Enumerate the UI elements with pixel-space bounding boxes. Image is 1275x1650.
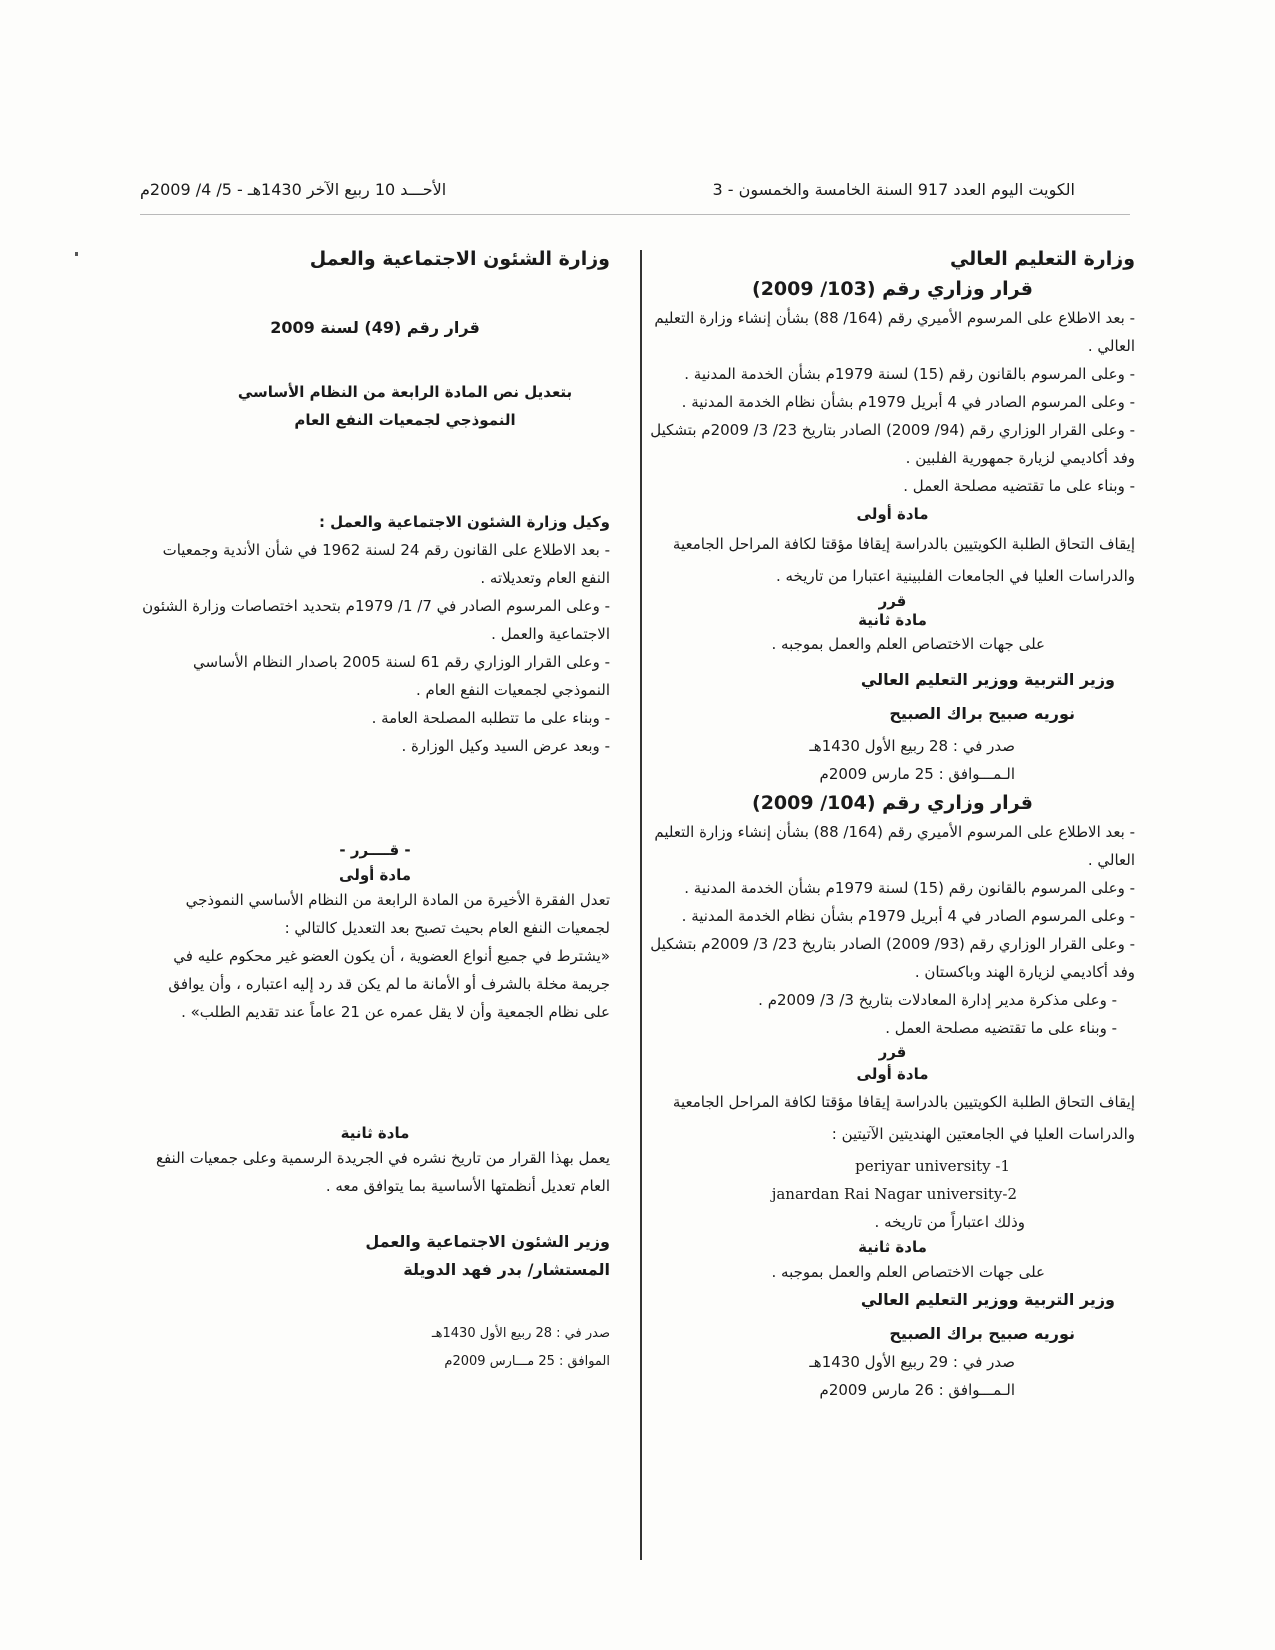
- article-text: يعمل بهذا القرار من تاريخ نشره في الجريدة الرسمية وعلى جمعيات النفع العام تعديل أنظمتها الأساسية بما يتوافق معه .: [155, 1149, 610, 1195]
- signer-name: المستشار/ بدر فهد الدويلة: [403, 1260, 610, 1279]
- article-text: على جهات الاختصاص العلم والعمل بموجبه .: [771, 635, 1045, 653]
- decision-title: قرار رقم (49) لسنة 2009: [270, 318, 480, 337]
- subject-line: النموذجي لجمعيات النفع العام: [294, 411, 516, 429]
- decision-title: قرار وزاري رقم (103/ 2009): [752, 278, 1033, 300]
- corresponding-date: الـمـــوافق : 26 مارس 2009م: [819, 1381, 1015, 1399]
- preamble-item: - وبناء على ما تقتضيه مصلحة العمل .: [885, 1019, 1117, 1037]
- decided-label: قرر: [878, 1043, 907, 1061]
- signer-name: نوريه صبيح براك الصبيح: [889, 1324, 1075, 1343]
- preamble-item: - وعلى القرار الوزاري رقم 61 لسنة 2005 باصدار النظام الأساسي النموذجي لجمعيات النفع العام .: [193, 653, 610, 699]
- subject-line: بتعديل نص المادة الرابعة من النظام الأساسي: [237, 383, 573, 401]
- article-title: مادة أولى: [339, 866, 411, 884]
- issuer-line: وكيل وزارة الشئون الاجتماعية والعمل :: [318, 513, 610, 531]
- decision-title: قرار وزاري رقم (104/ 2009): [752, 792, 1033, 814]
- preamble-item: - بعد الاطلاع على المرسوم الأميري رقم (164/ 88) بشأن إنشاء وزارة التعليم العالي .: [654, 823, 1135, 869]
- signer-title: وزير التربية ووزير التعليم العالي: [860, 1290, 1115, 1309]
- preamble-item: - وعلى القرار الوزاري رقم (94/ 2009) الصادر بتاريخ 23/ 3/ 2009م بتشكيل وفد أكاديمي لزيارة جمهورية الفلبين .: [650, 421, 1135, 467]
- right-column: [650, 244, 1135, 1404]
- preamble-item: - وعلى المرسوم الصادر في 4 أبريل 1979م بشأن نظام الخدمة المدنية .: [681, 393, 1135, 411]
- left-column: [140, 244, 610, 1376]
- article-title: مادة أولى: [856, 1065, 929, 1083]
- preamble-item: - وعلى المرسوم الصادر في 4 أبريل 1979م بشأن نظام الخدمة المدنية .: [681, 907, 1135, 925]
- preamble-item: - وعلى مذكرة مدير إدارة المعادلات بتاريخ 3/ 3/ 2009م .: [758, 991, 1117, 1009]
- preamble-item: - وعلى القرار الوزاري رقم (93/ 2009) الصادر بتاريخ 23/ 3/ 2009م بتشكيل وفد أكاديمي لزيارة الهند وباكستان .: [650, 935, 1135, 981]
- corresponding-date: الموافق : 25 مـــارس 2009م: [444, 1354, 610, 1369]
- decision-103: [650, 274, 1135, 788]
- preamble-item: - وعلى المرسوم الصادر في 7/ 1/ 1979م بتحديد اختصاصات وزارة الشئون الاجتماعية والعمل .: [142, 597, 610, 643]
- column-divider: [640, 250, 642, 1560]
- effective-clause: وذلك اعتباراً من تاريخه .: [874, 1213, 1025, 1231]
- signer-title: وزير الشئون الاجتماعية والعمل: [365, 1232, 610, 1251]
- preamble-item: - وبعد عرض السيد وكيل الوزارة .: [401, 737, 610, 755]
- article-text: إيقاف التحاق الطلبة الكويتيين بالدراسة إيقافا مؤقتا لكافة المراحل الجامعية والدراسات العليا في الجامعات الفلبينية اعتبارا من تاريخه .: [672, 535, 1135, 585]
- article-text: على جهات الاختصاص العلم والعمل بموجبه .: [771, 1263, 1045, 1281]
- article-title: مادة ثانية: [340, 1124, 410, 1142]
- decided-label: - قــــرر -: [339, 841, 411, 859]
- ministry-social-affairs: وزارة الشئون الاجتماعية والعمل: [309, 248, 610, 270]
- university-item: janardan Rai Nagar university-2: [771, 1185, 1017, 1203]
- issued-date: صدر في : 29 ربيع الأول 1430هـ: [809, 1353, 1015, 1371]
- university-item: periyar university -1: [855, 1157, 1010, 1175]
- article-text: تعدل الفقرة الأخيرة من المادة الرابعة من النظام الأساسي النموذجي لجمعيات النفع العام بحيث تصبح بعد التعديل كالتالي :: [185, 891, 610, 937]
- article-title: مادة ثانية: [858, 1238, 927, 1256]
- issued-date: صدر في : 28 ربيع الأول 1430هـ: [431, 1326, 610, 1341]
- signer-title: وزير التربية ووزير التعليم العالي: [860, 670, 1115, 689]
- header-date: الأحـــد 10 ربيع الآخر 1430هـ - 5/ 4/ 2009م: [140, 180, 447, 199]
- article-quote: «يشترط في جميع أنواع العضوية ، أن يكون العضو غير محكوم عليه في جريمة مخلة بالشرف أو الأمانة ما لم يكن قد رد إليه اعتباره ، وأن يوافق على نظام الجمعية وأن لا يقل عمره عن 21 عاماً عند تقديم الطلب» .: [168, 947, 610, 1021]
- ministry-higher-education: وزارة التعليم العالي: [949, 248, 1135, 270]
- article-title: مادة أولى: [856, 505, 929, 523]
- preamble-item: - وبناء على ما تقتضيه مصلحة العمل .: [903, 477, 1135, 495]
- preamble-item: - بعد الاطلاع على القانون رقم 24 لسنة 1962 في شأن الأندية وجمعيات النفع العام وتعديلاته .: [162, 541, 610, 587]
- preamble-item: - وبناء على ما تتطلبه المصلحة العامة .: [371, 709, 610, 727]
- preamble-item: - وعلى المرسوم بالقانون رقم (15) لسنة 1979م بشأن الخدمة المدنية .: [684, 365, 1135, 383]
- issued-date: صدر في : 28 ربيع الأول 1430هـ: [809, 737, 1015, 755]
- header-issue-info: الكويت اليوم العدد 917 السنة الخامسة والخمسون - 3: [712, 180, 1075, 199]
- header-divider: [140, 214, 1130, 215]
- decided-label: قرر: [878, 592, 907, 610]
- scan-speck: [75, 252, 78, 256]
- preamble-item: - بعد الاطلاع على المرسوم الأميري رقم (164/ 88) بشأن إنشاء وزارة التعليم العالي .: [654, 309, 1135, 355]
- article-text: إيقاف التحاق الطلبة الكويتيين بالدراسة إيقافا مؤقتا لكافة المراحل الجامعية والدراسات العليا في الجامعتين الهنديتين الآتيتين :: [672, 1093, 1135, 1143]
- signer-name: نوريه صبيح براك الصبيح: [889, 704, 1075, 723]
- preamble-item: - وعلى المرسوم بالقانون رقم (15) لسنة 1979م بشأن الخدمة المدنية .: [684, 879, 1135, 897]
- decision-104: [650, 788, 1135, 1404]
- article-title: مادة ثانية: [858, 611, 927, 629]
- corresponding-date: الـمـــوافق : 25 مارس 2009م: [819, 765, 1015, 783]
